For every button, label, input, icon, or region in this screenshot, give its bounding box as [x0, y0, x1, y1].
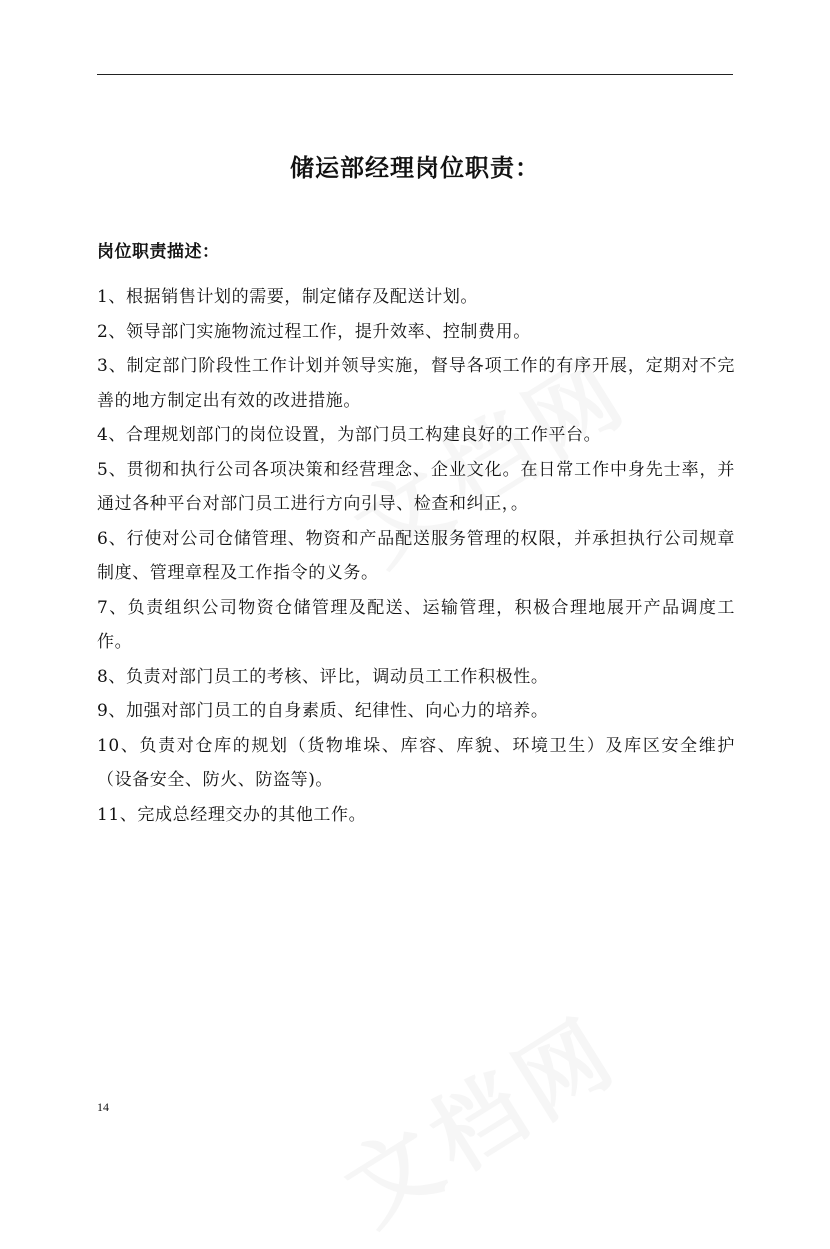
duty-item: 2、领导部门实施物流过程工作，提升效率、控制费用。: [97, 321, 531, 342]
duty-item: 11、完成总经理交办的其他工作。: [97, 804, 367, 825]
duty-item: 3、制定部门阶段性工作计划并领导实施，督导各项工作的有序开展，定期对不完善的地方制定出有效的改进措施。: [97, 356, 735, 411]
duty-item: 7、负责组织公司物资仓储管理及配送、运输管理，积极合理地展开产品调度工作。: [97, 597, 735, 652]
page-number: 14: [97, 1100, 109, 1114]
duty-item: 10、负责对仓库的规划（货物堆垛、库容、库貌、环境卫生）及库区安全维护（设备安全、防火、防盗等)。: [97, 735, 735, 790]
duty-item: 1、根据销售计划的需要，制定储存及配送计划。: [97, 287, 479, 307]
document-title: 储运部经理岗位职责：: [290, 154, 540, 182]
duty-item: 5、贯彻和执行公司各项决策和经营理念、企业文化。在日常工作中身先士率，并通过各种平台对部门员工进行方向引导、检查和纠正，。: [97, 459, 735, 514]
duty-item: 9、加强对部门员工的自身素质、纪律性、向心力的培养。: [97, 701, 549, 721]
header-rule: [97, 74, 733, 75]
duty-item: 8、负责对部门员工的考核、评比，调动员工工作积极性。: [97, 666, 549, 687]
watermark: [317, 958, 664, 1231]
duty-item: 4、合理规划部门的岗位设置，为部门员工构建良好的工作平台。: [97, 425, 602, 445]
duties-list: [97, 280, 735, 832]
section-heading: 岗位职责描述：: [97, 242, 220, 262]
duty-item: 6、行使对公司仓储管理、物资和产品配送服务管理的权限，并承担执行公司规章制度、管理章程及工作指令的义务。: [97, 528, 735, 583]
